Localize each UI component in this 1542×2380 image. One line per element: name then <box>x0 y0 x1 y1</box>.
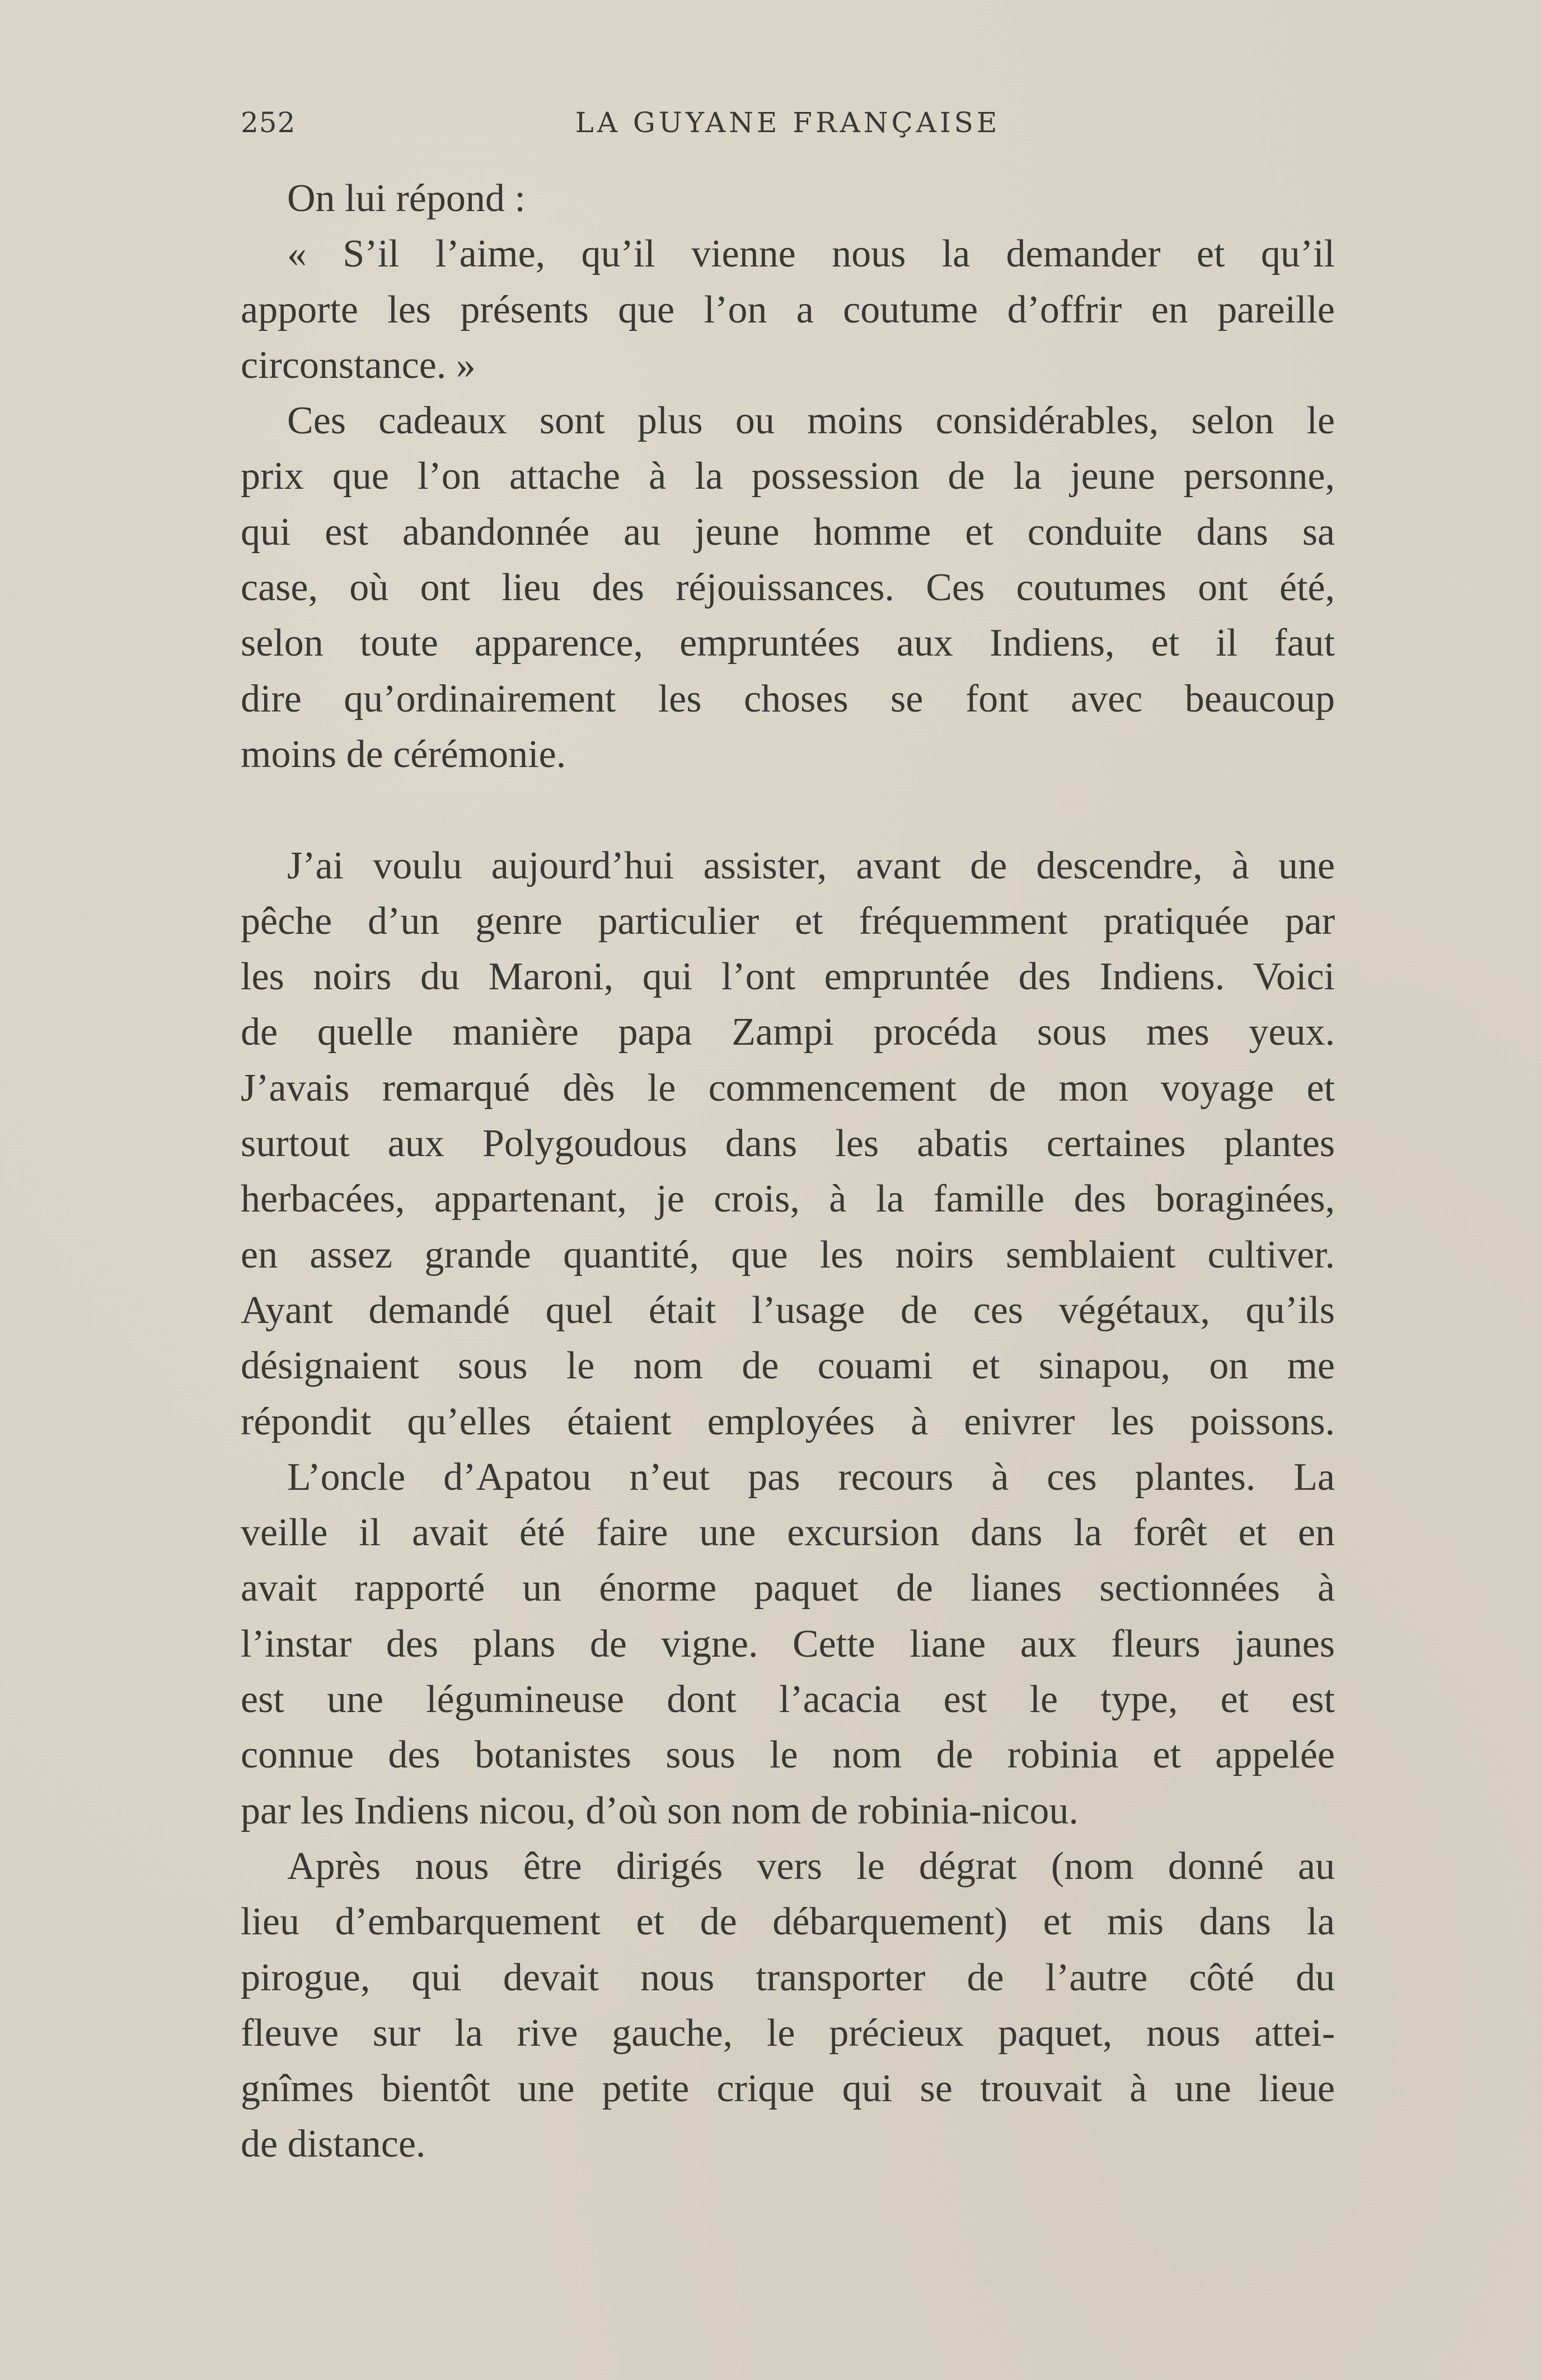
running-title: LA GUYANE FRANÇAISE <box>575 106 1001 139</box>
text-line: pirogue, qui devait nous transporter de l’autre côté du <box>241 1956 1335 1999</box>
text-line: par les Indiens nicou, d’où son nom de robinia-nicou. <box>241 1789 1079 1832</box>
body-text <box>241 171 1335 2172</box>
text-line: veille il avait été faire une excursion dans la forêt et en <box>241 1511 1335 1555</box>
text-line: fleuve sur la rive gauche, le précieux paquet, nous attei- <box>241 2011 1335 2055</box>
page-number: 252 <box>241 106 296 139</box>
text-line: de distance. <box>241 2122 426 2166</box>
text-line: prix que l’on attache à la possession de la jeune personne, <box>241 455 1335 498</box>
text-line: les noirs du Maroni, qui l’ont empruntée des Indiens. Voici <box>241 955 1335 999</box>
text-line: est une légumineuse dont l’acacia est le type, et est <box>241 1678 1335 1722</box>
text-line: pêche d’un genre particulier et fréquemment pratiquée par <box>241 899 1335 943</box>
text-line: J’ai voulu aujourd’hui assister, avant de descendre, à une <box>287 844 1335 887</box>
section-gap <box>241 782 1335 838</box>
text-line: herbacées, appartenant, je crois, à la famille des boraginées, <box>241 1177 1335 1221</box>
text-line: connue des botanistes sous le nom de robinia et appelée <box>241 1733 1335 1777</box>
text-line: l’instar des plans de vigne. Cette liane aux fleurs jaunes <box>241 1622 1335 1666</box>
text-line: désignaient sous le nom de couami et sinapou, on me <box>241 1344 1335 1388</box>
text-line: qui est abandonnée au jeune homme et conduite dans sa <box>241 510 1335 554</box>
text-line: de quelle manière papa Zampi procéda sous mes yeux. <box>241 1011 1335 1054</box>
text-line: lieu d’embarquement et de débarquement) et mis dans la <box>241 1900 1335 1944</box>
text-line: gnîmes bientôt une petite crique qui se trouvait à une lieue <box>241 2067 1335 2111</box>
text-line: On lui répond : <box>287 177 526 220</box>
text-line: « S’il l’aime, qu’il vienne nous la demander et qu’il <box>287 232 1335 276</box>
text-line: répondit qu’elles étaient employées à enivrer les poissons. <box>241 1400 1335 1443</box>
text-line: avait rapporté un énorme paquet de lianes sectionnées à <box>241 1567 1335 1610</box>
text-line: surtout aux Polygoudous dans les abatis certaines plantes <box>241 1122 1335 1166</box>
text-line: selon toute apparence, empruntées aux Indiens, et il faut <box>241 621 1335 665</box>
page-header <box>241 106 1335 146</box>
text-line: dire qu’ordinairement les choses se font avec beaucoup <box>241 677 1335 721</box>
text-line: Ces cadeaux sont plus ou moins considérables, selon le <box>287 399 1335 443</box>
text-line: Après nous être dirigés vers le dégrat (nom donné au <box>287 1844 1335 1888</box>
text-line: moins de cérémonie. <box>241 732 566 776</box>
text-line: apporte les présents que l’on a coutume d’offrir en pareille <box>241 288 1335 331</box>
text-line: L’oncle d’Apatou n’eut pas recours à ces plantes. La <box>287 1455 1335 1499</box>
text-line: Ayant demandé quel était l’usage de ces végétaux, qu’ils <box>241 1288 1335 1332</box>
text-line: en assez grande quantité, que les noirs semblaient cultiver. <box>241 1233 1335 1276</box>
text-line: J’avais remarqué dès le commencement de mon voyage et <box>241 1066 1335 1110</box>
text-line: case, où ont lieu des réjouissances. Ces coutumes ont été, <box>241 566 1335 610</box>
text-line: circonstance. » <box>241 343 476 387</box>
